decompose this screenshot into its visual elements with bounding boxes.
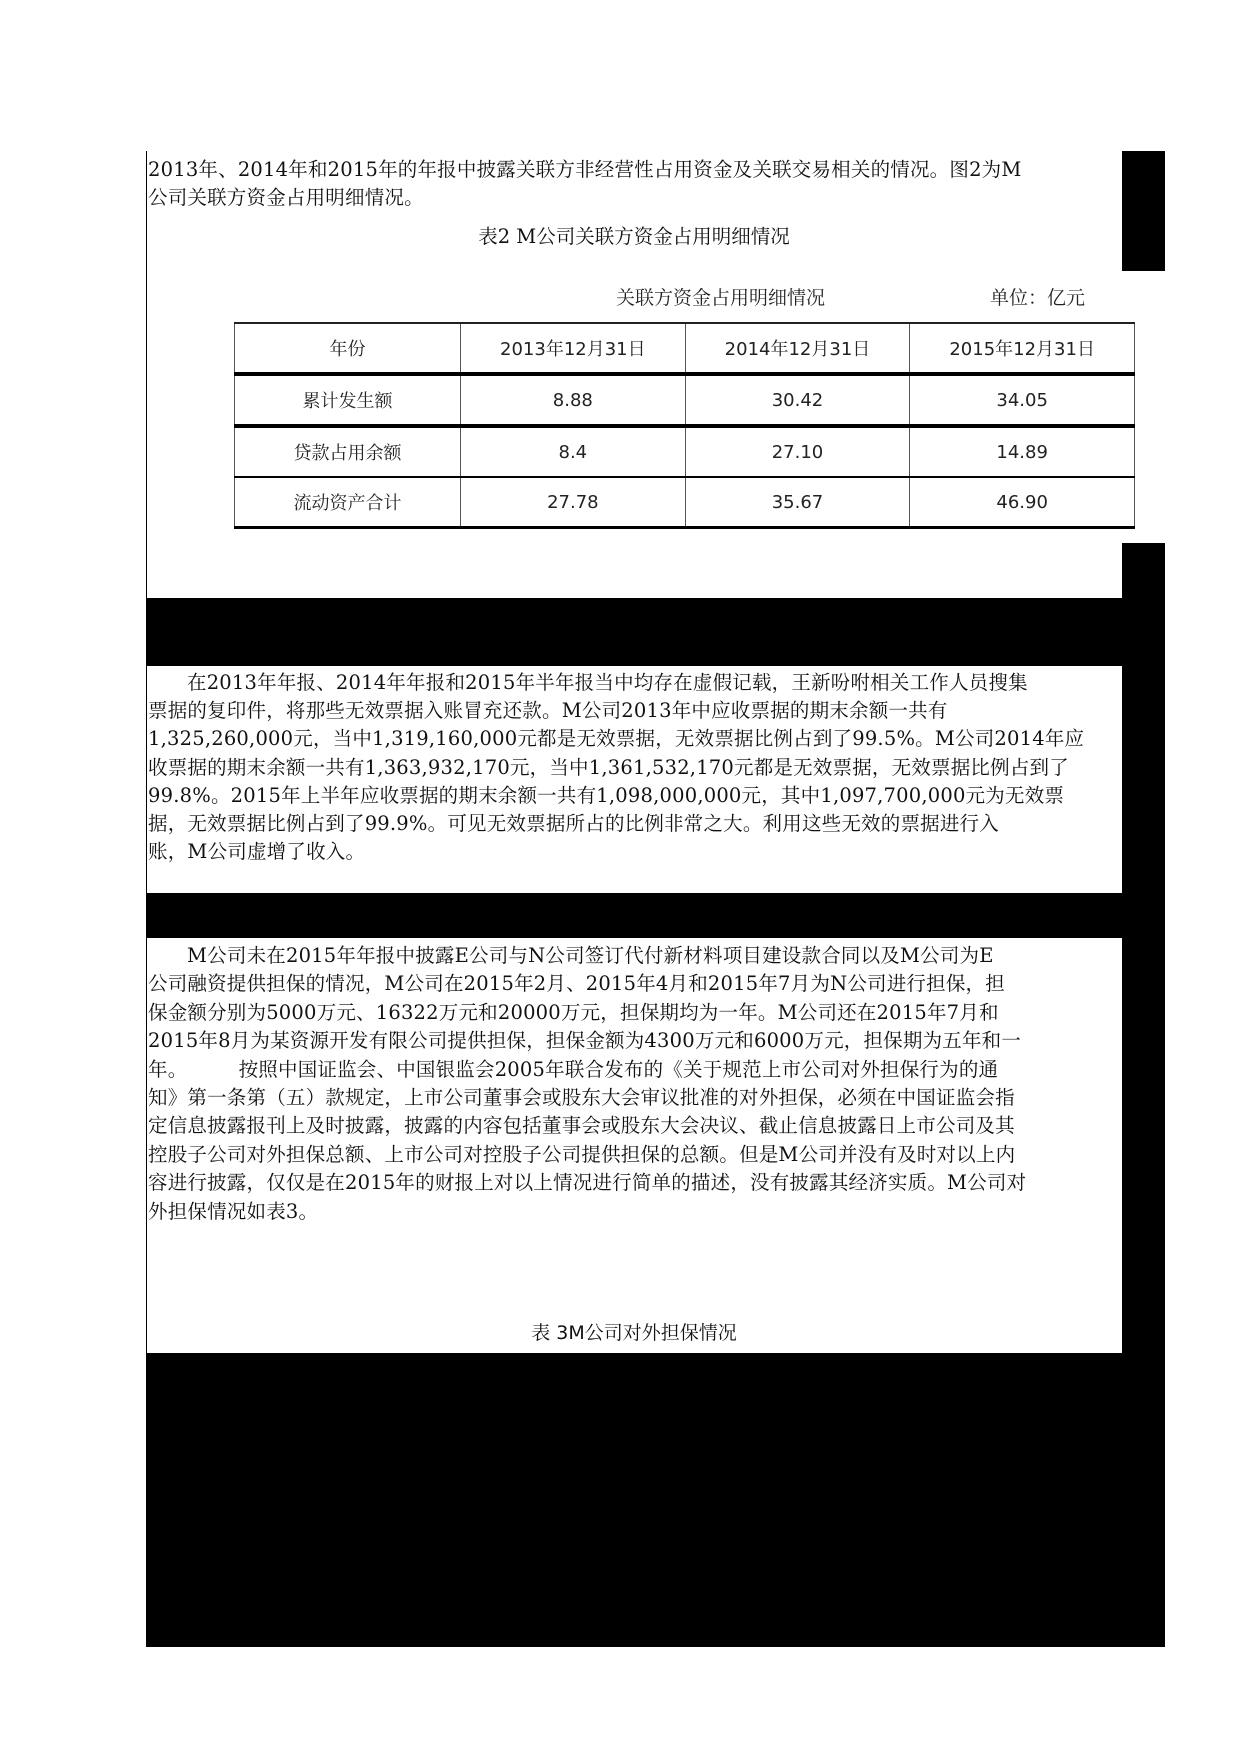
paragraph-line: 年。 按照中国证监会、中国银监会2005年联合发布的《关于规范上市公司对外担保行为的通 [148, 1057, 999, 1081]
table-header-row [235, 323, 1135, 374]
fake-records-paragraph [148, 669, 1118, 866]
paragraph-line: 1,325,260,000元，当中1,319,160,000元都是无效票据，无效票据比例占到了99.5%。M公司2014年应 [148, 727, 1085, 751]
paragraph-line: 定信息披露报刊上及时披露，披露的内容包括董事会或股东大会决议、截止信息披露日上市公司及其 [148, 1114, 1015, 1138]
cell-value: 8.88 [461, 374, 686, 426]
header-cell-year: 年份 [235, 323, 461, 374]
paragraph-line: 票据的复印件，将那些无效票据入账冒充还款。M公司2013年中应收票据的期末余额一共有 [148, 699, 948, 723]
header-cell-2015: 2015年12月31日 [910, 323, 1135, 374]
paragraph-line: 99.8%。2015年上半年应收票据的期末余额一共有1,098,000,000元，其中1,097,700,000元为无效票 [148, 783, 1065, 807]
cell-value: 46.90 [910, 477, 1135, 528]
paragraph-line: 账，M公司虚增了收入。 [148, 840, 366, 864]
paragraph-line: 2015年8月为某资源开发有限公司提供担保，担保金额为4300万元和6000万元，担保期为五年和一 [148, 1029, 1022, 1053]
redaction-band-2 [146, 893, 1165, 938]
header-cell-2014: 2014年12月31日 [685, 323, 910, 374]
table2-subtitle: 关联方资金占用明细情况 [616, 287, 826, 309]
paragraph-line: 公司融资提供担保的情况，M公司在2015年2月、2015年4月和2015年7月为N公司进行担保，担 [148, 972, 1005, 996]
cell-value: 27.78 [461, 477, 686, 528]
intro-line: 2013年、2014年和2015年的年报中披露关联方非经营性占用资金及关联交易相关的情况。图2为M [148, 158, 1022, 181]
paragraph-line: M公司未在2015年年报中披露E公司与N公司签订代付新材料项目建设款合同以及M公司为E [187, 944, 994, 967]
header-cell-2013: 2013年12月31日 [461, 323, 686, 374]
paragraph-line: 容进行披露，仅仅是在2015年的财报上对以上情况进行简单的描述，没有披露其经济实质。M公司对 [148, 1171, 1027, 1195]
row-label: 累计发生额 [235, 374, 461, 426]
paragraph-line: 据，无效票据比例占到了99.9%。可见无效票据所占的比例非常之大。利用这些无效的票据进行入 [148, 812, 999, 836]
paragraph-line: 控股子公司对外担保总额、上市公司对控股子公司提供担保的总额。但是M公司并没有及时对以上内 [148, 1142, 1016, 1166]
paragraph-line: 知》第一条第（五）款规定，上市公司董事会或股东大会审议批准的对外担保，必须在中国证监会指 [148, 1086, 1015, 1110]
intro-paragraph [148, 156, 1120, 212]
table2-related-party-funds [234, 322, 1135, 529]
table2-caption: 表2 M公司关联方资金占用明细情况 [478, 225, 790, 248]
cell-value: 34.05 [910, 374, 1135, 426]
table-row [235, 374, 1135, 426]
paragraph-line: 收票据的期末余额一共有1,363,932,170元，当中1,361,532,170元都是无效票据，无效票据比例占到了 [148, 755, 1069, 779]
table-row [235, 477, 1135, 528]
redaction-block-bottom [146, 1353, 1165, 1647]
row-label: 贷款占用余额 [235, 426, 461, 477]
cell-value: 35.67 [685, 477, 910, 528]
cell-value: 30.42 [685, 374, 910, 426]
intro-line: 公司关联方资金占用明细情况。 [148, 186, 424, 210]
guarantees-paragraph [148, 942, 1118, 1226]
paragraph-line: 保金额分别为5000万元、16322万元和20000万元，担保期均为一年。M公司还在2015年7月和 [148, 1000, 999, 1024]
redaction-block-top-right [1122, 151, 1165, 271]
table3-caption: 表 3M公司对外担保情况 [531, 1322, 737, 1344]
paragraph-line: 在2013年年报、2014年年报和2015年半年报当中均存在虚假记载，王新吩咐相关工作人员搜集 [187, 671, 1028, 694]
paragraph-line: 外担保情况如表3。 [148, 1199, 319, 1223]
table2-unit: 单位：亿元 [990, 287, 1086, 309]
row-label: 流动资产合计 [235, 477, 461, 528]
redaction-band-1 [146, 598, 1165, 666]
cell-value: 27.10 [685, 426, 910, 477]
cell-value: 14.89 [910, 426, 1135, 477]
table-row [235, 426, 1135, 477]
cell-value: 8.4 [461, 426, 686, 477]
